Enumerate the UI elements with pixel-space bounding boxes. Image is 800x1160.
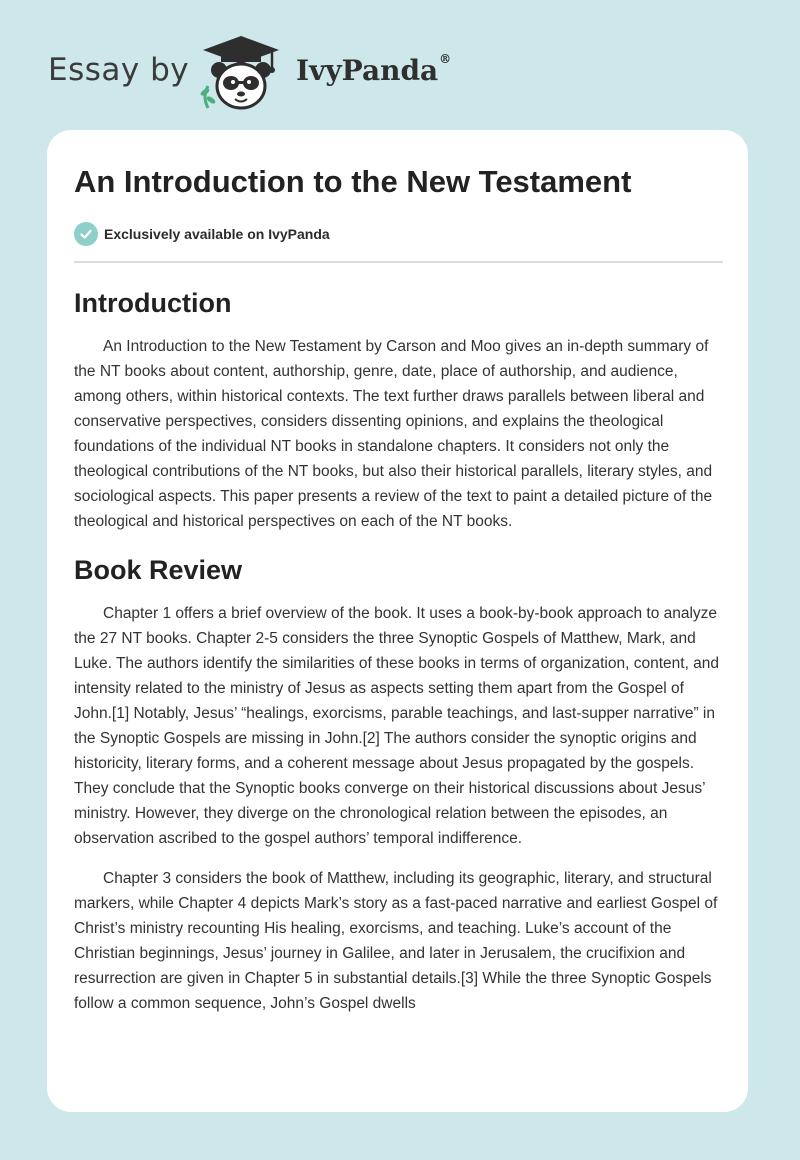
- panda-logo-icon[interactable]: [200, 34, 282, 114]
- essay-by-label: Essay by: [48, 52, 190, 88]
- essay-title: An Introduction to the New Testament: [74, 164, 632, 199]
- site-header: [48, 28, 648, 118]
- exclusive-badge-label: Exclusively available on IvyPanda: [104, 226, 330, 242]
- introduction-paragraph: An Introduction to the New Testament by Carson and Moo gives an in-depth summary of the NT books about content, authorship, genre, date, place of authorship, and audience, among others, within historical contexts. The text further draws parallels between liberal and conservative perspectives, considers dissenting opinions, and explains the theological foundations of the individual NT books in standalone chapters. It considers not only the theological contributions of the NT books, but also their historical parallels, literary styles, and sociological aspects. This paper presents a review of the text to paint a detailed picture of the theological and historical perspectives on each of the NT books.: [74, 338, 713, 530]
- checkmark-icon: [74, 222, 98, 246]
- exclusive-badge: [74, 222, 330, 246]
- title-divider: [74, 261, 723, 263]
- book-review-paragraph-1: Chapter 1 offers a brief overview of the book. It uses a book-by-book approach to analyze the 27 NT books. Chapter 2-5 considers the three Synoptic Gospels of Matthew, Mark, and Luke. The authors identify the similarities of these books in terms of organization, content, and intensity related to the ministry of Jesus as aspects setting them apart from the Gospel of John.[1] Notably, Jesus’ “healings, exorcisms, parable teachings, and last-supper narrative” in the Synoptic Gospels are missing in John.[2] The authors consider the synoptic origins and historicity, literary forms, and a coherent message about Jesus propagated by the gospels. They conclude that the Synoptic books converge on their historical discussions about Jesus’ ministry. However, they diverge on the chronological relation between the episodes, an observation ascribed to the gospel authors’ temporal indifference.: [74, 605, 720, 847]
- essay-body: [74, 280, 724, 1016]
- section-heading-book-review: Book Review: [74, 555, 243, 585]
- brand-name: IvyPanda: [296, 54, 439, 87]
- section-heading-introduction: Introduction: [74, 288, 232, 318]
- book-review-paragraph-2: Chapter 3 considers the book of Matthew, including its geographic, literary, and structural markers, while Chapter 4 depicts Mark’s story as a fast-paced narrative and earliest Gospel of Christ’s ministry recounting His healing, exorcisms, and teaching. Luke’s account of the Christian beginnings, Jesus’ journey in Galilee, and later in Jerusalem, the crucifixion and resurrection are given in Chapter 5 in substantial details.[3] While the three Synoptic Gospels follow a common sequence, John’s Gospel dwells: [74, 870, 718, 1012]
- essay-card: [47, 130, 748, 1112]
- brand-logo[interactable]: [296, 54, 451, 87]
- registered-mark: ®: [439, 52, 452, 66]
